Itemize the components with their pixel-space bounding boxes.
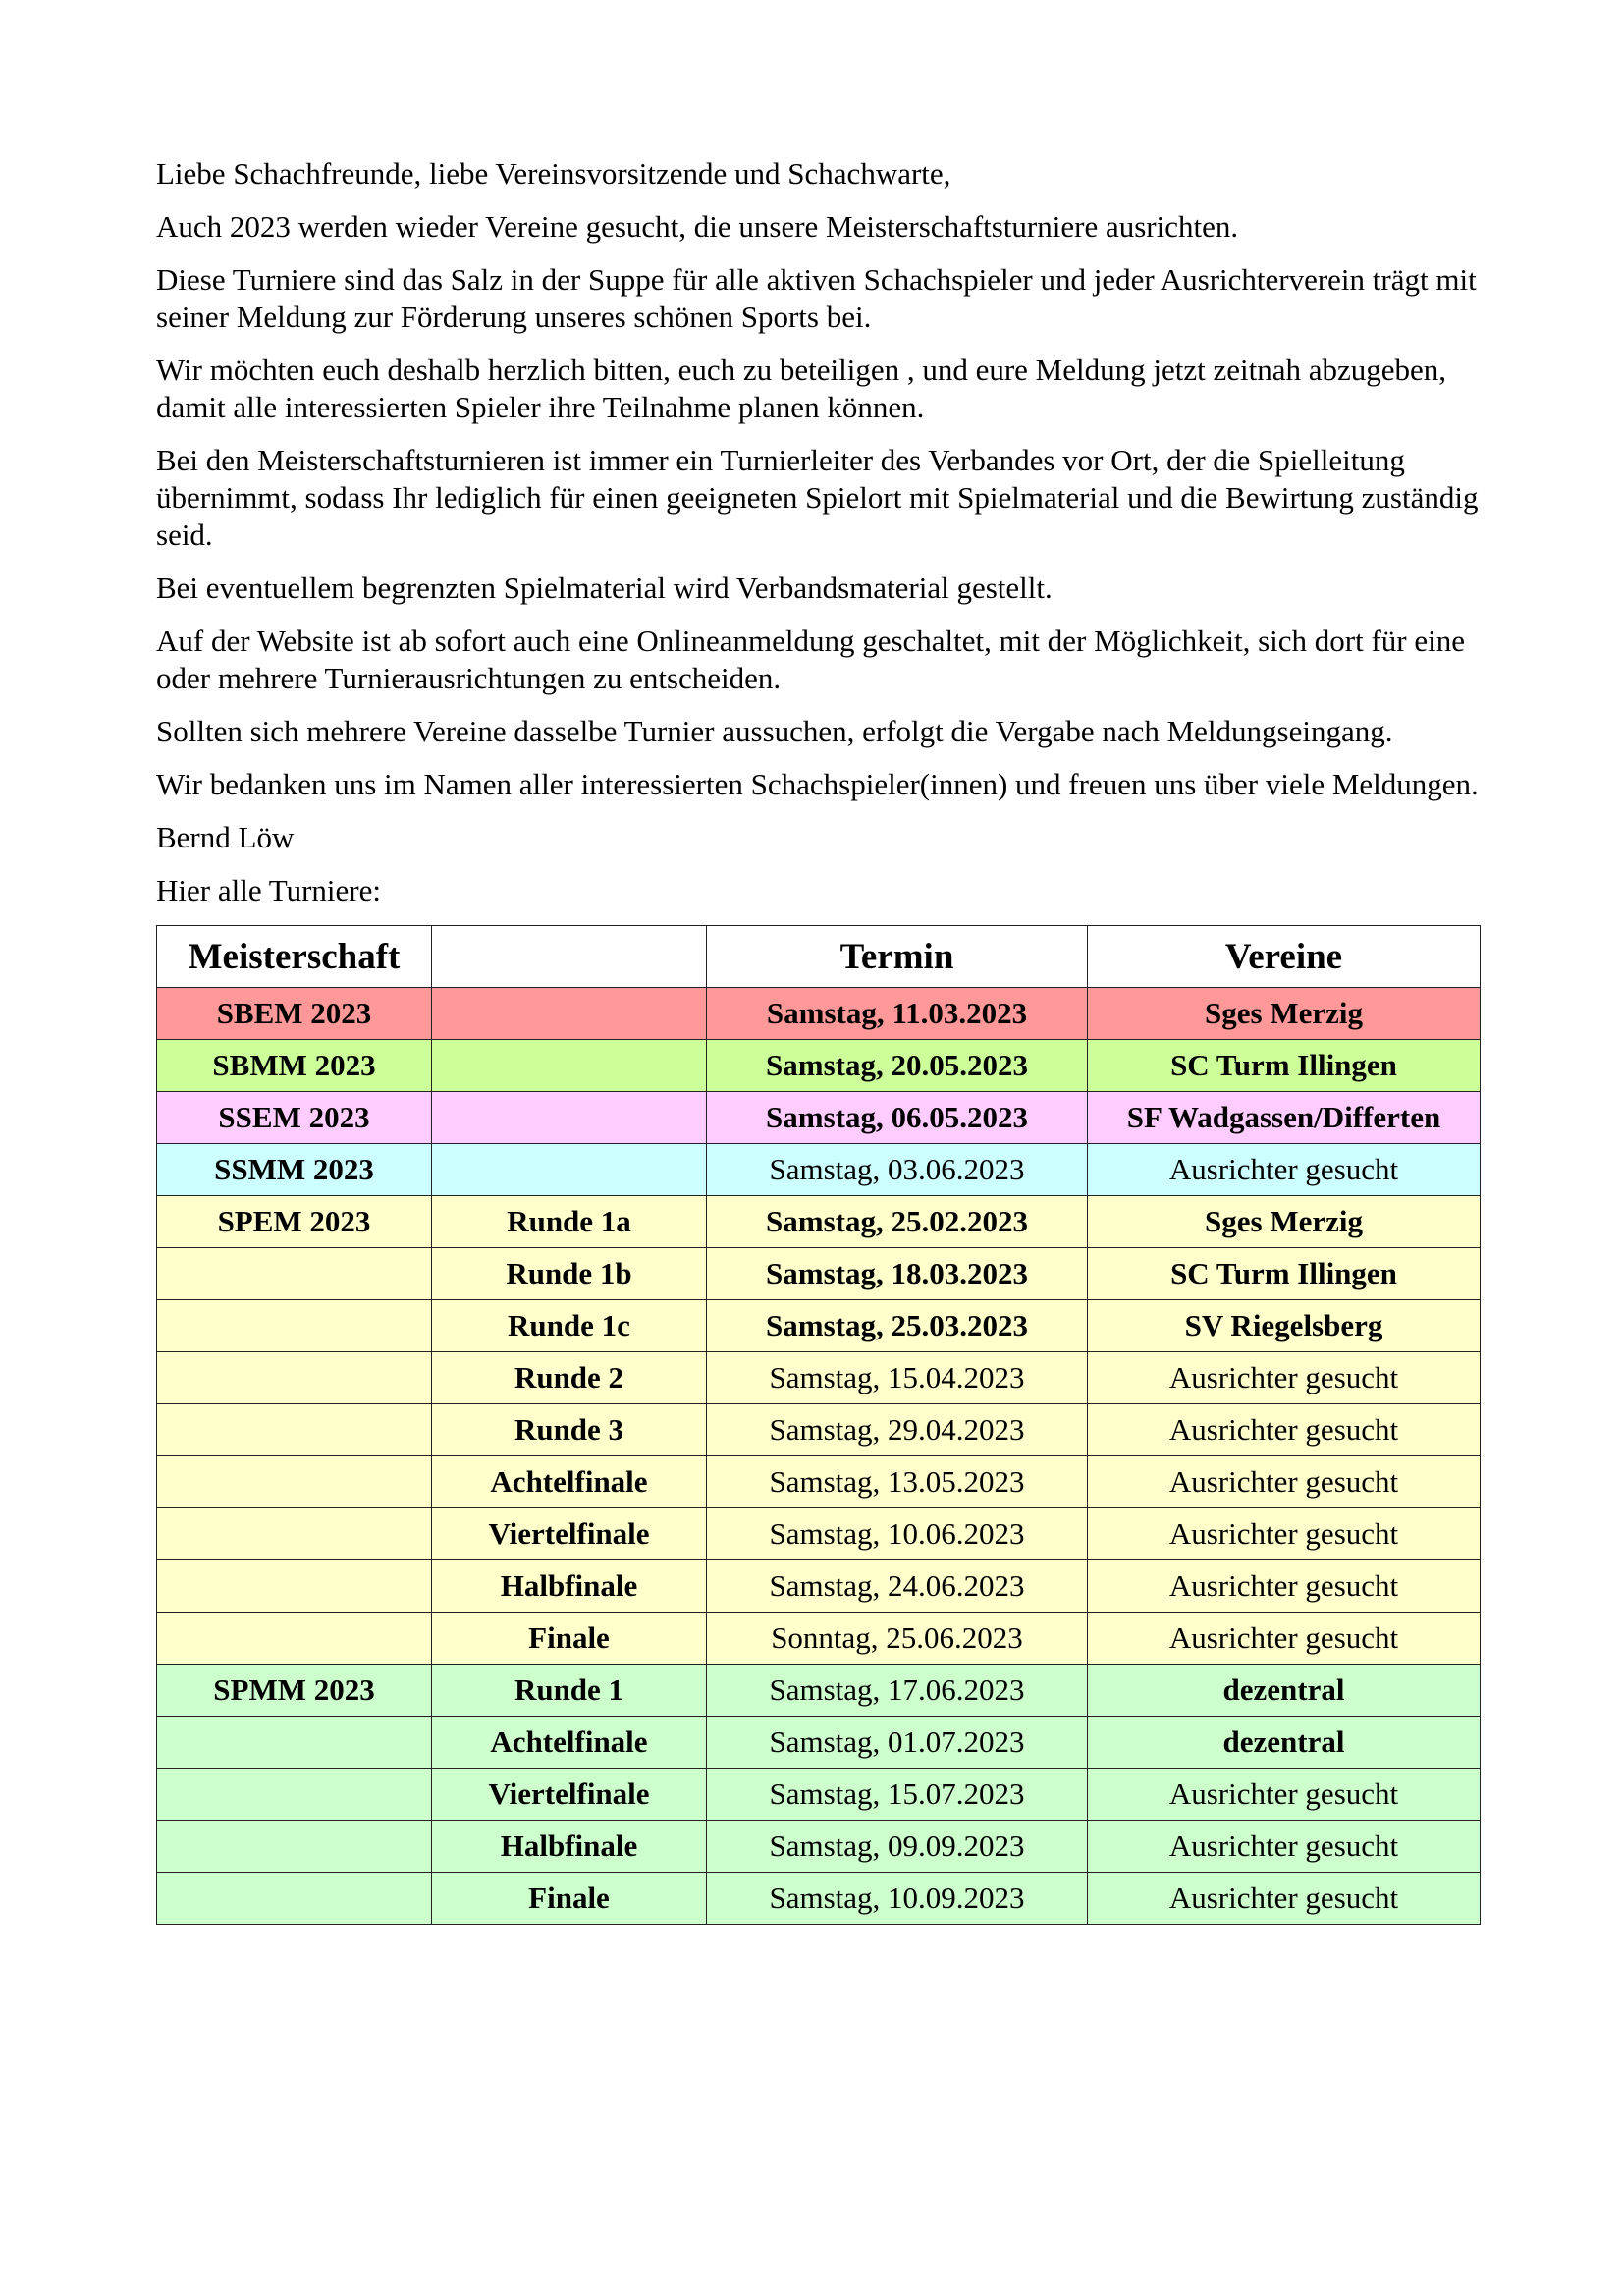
table-row <box>157 1560 1481 1613</box>
table-row <box>157 1404 1481 1456</box>
round-cell <box>432 1040 707 1092</box>
date-cell: Samstag, 15.04.2023 <box>707 1352 1088 1404</box>
championship-cell <box>157 1769 432 1821</box>
championship-cell: SSMM 2023 <box>157 1144 432 1196</box>
championship-cell: SSEM 2023 <box>157 1092 432 1144</box>
championship-cell <box>157 1404 432 1456</box>
date-cell: Samstag, 18.03.2023 <box>707 1248 1088 1300</box>
club-cell: Ausrichter gesucht <box>1088 1456 1481 1508</box>
date-cell: Samstag, 20.05.2023 <box>707 1040 1088 1092</box>
table-row <box>157 988 1481 1040</box>
club-cell: Ausrichter gesucht <box>1088 1352 1481 1404</box>
header-date: Termin <box>707 926 1088 988</box>
greeting-paragraph: Liebe Schachfreunde, liebe Vereinsvorsitzende und Schachwarte, <box>156 156 951 191</box>
date-cell: Samstag, 01.07.2023 <box>707 1717 1088 1769</box>
table-row <box>157 1613 1481 1665</box>
material-paragraph: Bei eventuellem begrenzten Spielmaterial wird Verbandsmaterial gestellt. <box>156 571 1053 605</box>
date-cell: Samstag, 25.02.2023 <box>707 1196 1088 1248</box>
championship-cell <box>157 1560 432 1613</box>
header-clubs: Vereine <box>1088 926 1481 988</box>
championship-cell <box>157 1717 432 1769</box>
club-cell: Sges Merzig <box>1088 1196 1481 1248</box>
championship-cell <box>157 1873 432 1925</box>
table-row <box>157 1352 1481 1404</box>
thanks-paragraph: Wir bedanken uns im Namen aller interessierten Schachspieler(innen) und freuen uns über viele Meldungen. <box>156 767 1479 801</box>
club-cell: Ausrichter gesucht <box>1088 1613 1481 1665</box>
table-row <box>157 1248 1481 1300</box>
table-row <box>157 1508 1481 1560</box>
date-cell: Samstag, 10.09.2023 <box>707 1873 1088 1925</box>
club-cell: Ausrichter gesucht <box>1088 1404 1481 1456</box>
table-row <box>157 1456 1481 1508</box>
round-cell: Runde 1b <box>432 1248 707 1300</box>
club-cell: Ausrichter gesucht <box>1088 1873 1481 1925</box>
header-championship: Meisterschaft <box>157 926 432 988</box>
table-row <box>157 1665 1481 1717</box>
table-intro: Hier alle Turniere: <box>156 873 382 907</box>
date-cell: Samstag, 17.06.2023 <box>707 1665 1088 1717</box>
championship-cell <box>157 1352 432 1404</box>
tournament-table <box>156 925 1481 1925</box>
round-cell: Achtelfinale <box>432 1456 707 1508</box>
round-cell: Runde 3 <box>432 1404 707 1456</box>
round-cell: Runde 1a <box>432 1196 707 1248</box>
table-row <box>157 1821 1481 1873</box>
championship-cell: SPEM 2023 <box>157 1196 432 1248</box>
championship-cell <box>157 1456 432 1508</box>
club-cell: Ausrichter gesucht <box>1088 1769 1481 1821</box>
motivation-paragraph: Diese Turniere sind das Salz in der Suppe für alle aktiven Schachspieler und jeder Ausrichterverein trägt mit seiner Meldung zur Förderung unseres schönen Sports bei. <box>156 262 1477 334</box>
date-cell: Samstag, 11.03.2023 <box>707 988 1088 1040</box>
date-cell: Samstag, 29.04.2023 <box>707 1404 1088 1456</box>
table-row <box>157 1300 1481 1352</box>
championship-cell <box>157 1508 432 1560</box>
round-cell: Halbfinale <box>432 1560 707 1613</box>
club-cell: Ausrichter gesucht <box>1088 1821 1481 1873</box>
club-cell: Ausrichter gesucht <box>1088 1508 1481 1560</box>
round-cell: Runde 2 <box>432 1352 707 1404</box>
round-cell: Runde 1c <box>432 1300 707 1352</box>
championship-cell: SBMM 2023 <box>157 1040 432 1092</box>
intro-paragraph: Auch 2023 werden wieder Vereine gesucht, die unsere Meisterschaftsturniere ausrichten. <box>156 209 1239 244</box>
table-header-row <box>157 926 1481 988</box>
round-cell <box>432 988 707 1040</box>
championship-cell: SBEM 2023 <box>157 988 432 1040</box>
round-cell: Halbfinale <box>432 1821 707 1873</box>
signature-name: Bernd Löw <box>156 820 295 854</box>
arbiter-paragraph: Bei den Meisterschaftsturnieren ist immer ein Turnierleiter des Verbandes vor Ort, der die Spielleitung übernimmt, sodass Ihr lediglich für einen geeigneten Spielort mit Spielmaterial und die Bewirtung zuständig seid. <box>156 443 1479 552</box>
date-cell: Samstag, 10.06.2023 <box>707 1508 1088 1560</box>
club-cell: Sges Merzig <box>1088 988 1481 1040</box>
round-cell: Viertelfinale <box>432 1769 707 1821</box>
date-cell: Samstag, 24.06.2023 <box>707 1560 1088 1613</box>
championship-cell <box>157 1248 432 1300</box>
table-body <box>157 988 1481 1925</box>
club-cell: Ausrichter gesucht <box>1088 1144 1481 1196</box>
date-cell: Samstag, 06.05.2023 <box>707 1092 1088 1144</box>
round-cell <box>432 1144 707 1196</box>
table-row <box>157 1196 1481 1248</box>
table-row <box>157 1144 1481 1196</box>
club-cell: SC Turm Illingen <box>1088 1040 1481 1092</box>
online-registration-paragraph: Auf der Website ist ab sofort auch eine Onlineanmeldung geschaltet, mit der Möglichkeit, sich dort für eine oder mehrere Turnierausrichtungen zu entscheiden. <box>156 624 1465 695</box>
round-cell: Finale <box>432 1613 707 1665</box>
round-cell <box>432 1092 707 1144</box>
championship-cell <box>157 1300 432 1352</box>
date-cell: Samstag, 03.06.2023 <box>707 1144 1088 1196</box>
table-row <box>157 1092 1481 1144</box>
round-cell: Finale <box>432 1873 707 1925</box>
date-cell: Samstag, 25.03.2023 <box>707 1300 1088 1352</box>
request-paragraph: Wir möchten euch deshalb herzlich bitten, euch zu beteiligen , und eure Meldung jetzt zeitnah abzugeben, damit alle interessierten Spieler ihre Teilnahme planen können. <box>156 353 1447 424</box>
championship-cell <box>157 1613 432 1665</box>
table-row <box>157 1717 1481 1769</box>
round-cell: Runde 1 <box>432 1665 707 1717</box>
club-cell: Ausrichter gesucht <box>1088 1560 1481 1613</box>
document-page <box>156 155 1480 1925</box>
allocation-paragraph: Sollten sich mehrere Vereine dasselbe Turnier aussuchen, erfolgt die Vergabe nach Meldungseingang. <box>156 714 1393 748</box>
championship-cell: SPMM 2023 <box>157 1665 432 1717</box>
championship-cell <box>157 1821 432 1873</box>
club-cell: dezentral <box>1088 1717 1481 1769</box>
club-cell: SV Riegelsberg <box>1088 1300 1481 1352</box>
date-cell: Samstag, 15.07.2023 <box>707 1769 1088 1821</box>
round-cell: Viertelfinale <box>432 1508 707 1560</box>
date-cell: Samstag, 09.09.2023 <box>707 1821 1088 1873</box>
date-cell: Samstag, 13.05.2023 <box>707 1456 1088 1508</box>
round-cell: Achtelfinale <box>432 1717 707 1769</box>
date-cell: Sonntag, 25.06.2023 <box>707 1613 1088 1665</box>
table-row <box>157 1873 1481 1925</box>
club-cell: dezentral <box>1088 1665 1481 1717</box>
club-cell: SC Turm Illingen <box>1088 1248 1481 1300</box>
header-round <box>432 926 707 988</box>
table-row <box>157 1040 1481 1092</box>
club-cell: SF Wadgassen/Differten <box>1088 1092 1481 1144</box>
table-row <box>157 1769 1481 1821</box>
letter-body <box>156 155 1480 909</box>
